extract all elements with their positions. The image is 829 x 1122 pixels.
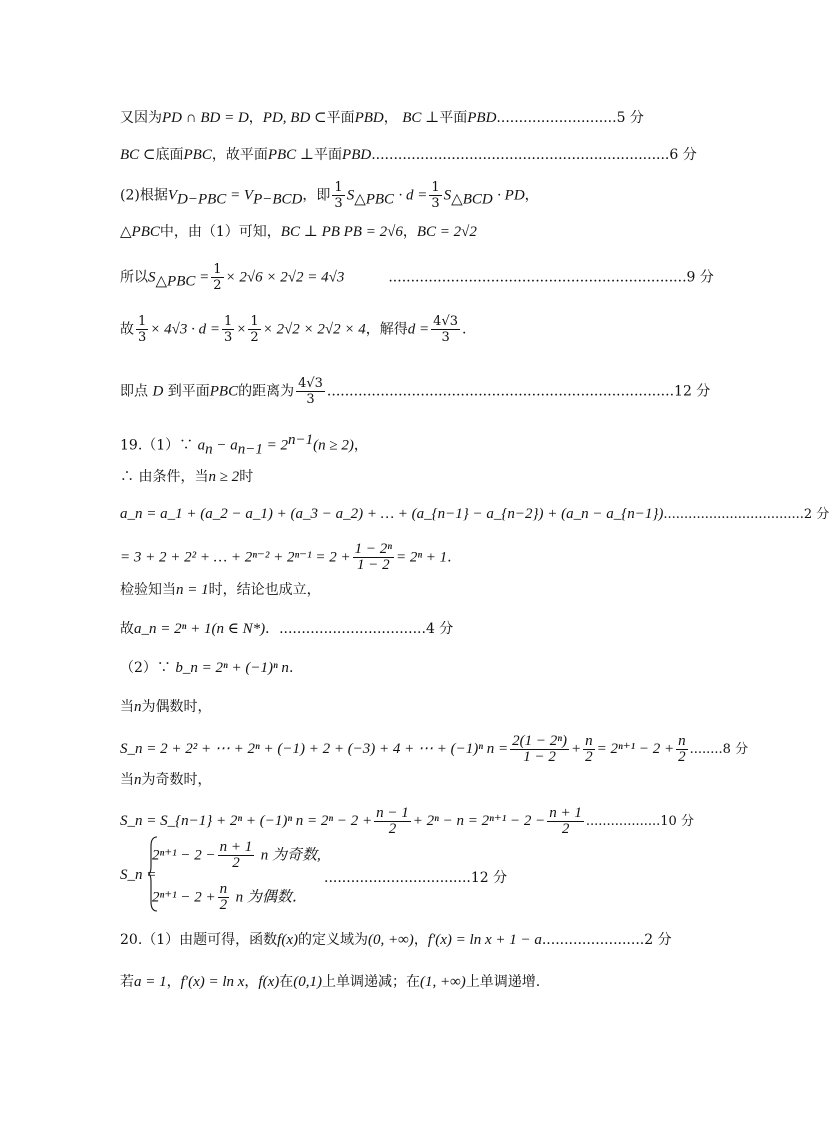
math: S — [148, 269, 156, 286]
fraction: $\frac{1}{2}$ — [250, 314, 259, 345]
math: n ≥ 2 — [208, 469, 240, 485]
leader-dots: .................................. — [663, 507, 804, 522]
score: 12 分 — [470, 870, 508, 886]
text: ， — [166, 974, 181, 990]
math: BC = 2√2 — [416, 224, 477, 240]
line-7 — [120, 376, 710, 407]
score: 10 分 — [660, 814, 694, 829]
text: . — [462, 321, 467, 338]
text: 为偶数时， — [141, 699, 212, 715]
math: BC ⊥ PB PB = 2√6 — [280, 224, 403, 240]
math: V — [167, 187, 178, 204]
math: BC ⊂ — [120, 147, 156, 163]
line-13 — [120, 619, 453, 639]
math: + — [570, 741, 582, 757]
math: f(x) — [277, 932, 298, 948]
text: 检验知当 — [120, 582, 176, 598]
math: PBC ⊥ — [267, 147, 315, 163]
line-10 — [120, 504, 829, 525]
math: b_n = 2ⁿ + (−1)ⁿ n — [175, 660, 289, 676]
text: ，即 — [302, 187, 331, 204]
superscript: n−1 — [288, 432, 314, 448]
text: 平面 — [326, 110, 355, 126]
leader-dots: ........................... — [496, 110, 617, 126]
text: ，解得 — [365, 321, 408, 338]
text: 时 — [239, 469, 254, 485]
leader-dots: ................................. — [324, 870, 471, 886]
math: n 为奇数, — [260, 847, 321, 864]
text: 20.（1）由题可得，函数 — [120, 932, 278, 948]
text: 的定义域为 — [298, 932, 368, 948]
fraction: $\frac{n}{2}$ — [585, 733, 593, 765]
fraction: $\frac{n}{2}$ — [219, 881, 228, 913]
piecewise-score — [324, 868, 507, 888]
math: S_n = — [120, 867, 157, 883]
math: = V — [226, 187, 254, 204]
line-15 — [120, 697, 212, 717]
fraction: $\frac{\text{1 − 2ⁿ}}{1 - 2}$ — [354, 541, 392, 573]
text: . — [288, 660, 294, 676]
leader-dots: ....................... — [541, 932, 645, 948]
math: = 2 — [262, 437, 288, 454]
line-17 — [120, 770, 212, 790]
text: ， — [248, 110, 263, 126]
line-14 — [120, 658, 293, 678]
text: 即点 — [120, 383, 148, 400]
line-5 — [120, 262, 714, 293]
math: n — [134, 772, 142, 788]
math: = 2ⁿ⁺¹ − 2 + — [596, 741, 675, 757]
math: n = 1 — [176, 582, 209, 598]
math: × — [236, 321, 247, 338]
math: f′(x) = ln x + 1 − a — [427, 932, 542, 948]
subscript: △BCD — [451, 191, 493, 208]
text: (2)根据 — [120, 187, 168, 204]
line-3 — [120, 180, 539, 211]
fraction: $\frac{1}{3}$ — [334, 180, 343, 211]
line-9 — [120, 467, 253, 487]
math: (0, +∞) — [368, 932, 414, 948]
fraction: $\frac{1}{3}$ — [138, 314, 147, 345]
leader-dots: ................................................................... — [388, 269, 687, 286]
math: − a — [212, 437, 238, 454]
score: 4 分 — [425, 621, 454, 637]
math: S — [346, 187, 355, 204]
math: S_n = S_{n−1} + 2ⁿ + (−1)ⁿ n = 2ⁿ − 2 + — [120, 813, 373, 829]
math: f(x) — [258, 974, 280, 990]
text: 所以 — [120, 269, 148, 286]
math: + 2ⁿ − n = 2ⁿ⁺¹ − 2 − — [412, 813, 546, 829]
math: = — [195, 269, 210, 286]
line-4 — [120, 222, 477, 242]
fraction: $\frac{4√3}{3}$ — [298, 376, 323, 407]
math: PBD — [354, 110, 384, 126]
text: 在 — [279, 974, 294, 990]
fraction: $\frac{1}{3}$ — [224, 314, 233, 345]
text: ， — [524, 187, 539, 204]
math: (n ≥ 2) — [313, 437, 354, 454]
fraction: $\frac{4√3}{3}$ — [433, 314, 458, 345]
math: a_n = a_1 + (a_2 − a_1) + (a_3 − a_2) + … + (a_{n−1} − a_{n−2}) + (a_n − a_{n−1}) — [120, 506, 664, 522]
math: PBC — [183, 147, 212, 163]
math: S — [443, 187, 452, 204]
line-20 — [120, 930, 672, 950]
math: n — [134, 699, 142, 715]
fraction: $\frac{n - 1}{2}$ — [376, 805, 409, 837]
math: × 2√6 × 2√2 = 4√3 — [225, 269, 345, 286]
math: a — [197, 437, 206, 454]
score: 5 分 — [616, 110, 644, 126]
fraction: $\frac{\text{2(1 − 2ⁿ)}}{1 - 2}$ — [512, 733, 567, 765]
subscript: P−BCD — [253, 191, 303, 208]
subscript: △PBC — [354, 191, 395, 208]
piecewise-case-even — [152, 882, 307, 913]
math: 2ⁿ⁺¹ − 2 + — [152, 889, 216, 906]
math: n 为偶数． — [235, 889, 307, 906]
leader-dots: ................................. — [279, 621, 426, 637]
leader-dots: ........ — [689, 742, 723, 757]
math: PD ∩ BD = D — [162, 110, 249, 126]
math: · d = — [398, 187, 428, 204]
text: ， — [244, 974, 259, 990]
text: 上单调递增. — [465, 974, 541, 990]
text: 底面 — [155, 147, 184, 163]
math: 2ⁿ⁺¹ − 2 − — [152, 847, 216, 864]
piecewise-case-odd — [152, 840, 321, 871]
text: 到平面 — [167, 383, 210, 400]
math: d = — [407, 321, 430, 338]
math: · PD — [497, 187, 525, 204]
math: S_n = 2 + 2² + ⋯ + 2ⁿ + (−1) + 2 + (−3) + 4 + ⋯ + (−1)ⁿ n = — [120, 741, 509, 757]
math: × 2√2 × 2√2 × 4 — [262, 321, 366, 338]
text: . — [447, 549, 452, 566]
text: 若 — [120, 974, 134, 990]
text: ， — [413, 932, 428, 948]
math: × 4√3 · d = — [150, 321, 221, 338]
math: (1, +∞) — [420, 974, 466, 990]
math: PBD — [342, 147, 372, 163]
score: 9 分 — [686, 269, 714, 286]
math: (0,1) — [293, 974, 322, 990]
text: 平面 — [439, 110, 468, 126]
leader-dots: .............................................................................. — [326, 383, 675, 400]
text: 又因为 — [120, 110, 162, 126]
fraction: $\frac{n}{2}$ — [678, 733, 686, 765]
line-8 — [120, 430, 368, 459]
text: 当 — [120, 699, 134, 715]
line-2 — [120, 145, 697, 165]
line-1 — [120, 108, 644, 128]
fraction: $\frac{1}{2}$ — [213, 262, 222, 293]
math: = 3 + 2 + 2² + … + 2ⁿ⁻² + 2ⁿ⁻¹ = 2 + — [120, 549, 351, 566]
leader-dots: ................................................................... — [371, 147, 670, 163]
fraction: $\frac{1}{3}$ — [431, 180, 440, 211]
math: a = 1 — [134, 974, 167, 990]
subscript: △PBC — [155, 273, 196, 290]
text: （2）∵ — [120, 660, 171, 676]
math: PD, BD ⊂ — [262, 110, 327, 126]
text: ． — [265, 621, 280, 637]
score: 2 分 — [644, 932, 672, 948]
line-18 — [120, 806, 694, 837]
math: PBD — [467, 110, 497, 126]
math: a_n = 2ⁿ + 1(n ∈ N*) — [134, 621, 266, 637]
text: 平面 — [314, 147, 343, 163]
text: ，故平面 — [211, 147, 268, 163]
score: 6 分 — [669, 147, 697, 163]
text: ∴ 由条件，当 — [120, 469, 209, 485]
line-11 — [120, 542, 452, 573]
text: 故 — [120, 321, 134, 338]
math: = 2ⁿ + 1 — [395, 549, 448, 566]
score: 8 分 — [722, 742, 749, 757]
text: ， — [402, 224, 417, 240]
line-16 — [120, 734, 748, 765]
line-6 — [120, 314, 466, 345]
text: 当 — [120, 772, 134, 788]
math: △PBC — [120, 224, 160, 240]
text: 为奇数时， — [141, 772, 212, 788]
fraction: $\frac{n + 1}{2}$ — [549, 805, 582, 837]
text: 的距离为 — [238, 383, 295, 400]
text: 上单调递减；在 — [322, 974, 420, 990]
fraction: $\frac{n + 1}{2}$ — [219, 839, 253, 871]
leader-dots: .................. — [585, 814, 661, 829]
subscript: n−1 — [237, 441, 263, 458]
line-21 — [120, 972, 540, 992]
subscript: n — [205, 441, 213, 458]
text: ， — [353, 437, 368, 454]
subscript: D−PBC — [177, 191, 227, 208]
math: PBC — [209, 383, 239, 400]
line-12 — [120, 580, 321, 600]
math: BC ⊥ — [402, 110, 440, 126]
text: 中，由（1）可知， — [159, 224, 281, 240]
score: 12 分 — [674, 383, 711, 400]
score: 2 分 — [803, 507, 829, 522]
text: 故 — [120, 621, 134, 637]
text: ， — [383, 110, 398, 126]
text: 时，结论也成立， — [208, 582, 321, 598]
math: f′(x) = ln x — [180, 974, 245, 990]
text: 19.（1）∵ — [120, 437, 194, 454]
math: D — [152, 383, 164, 400]
